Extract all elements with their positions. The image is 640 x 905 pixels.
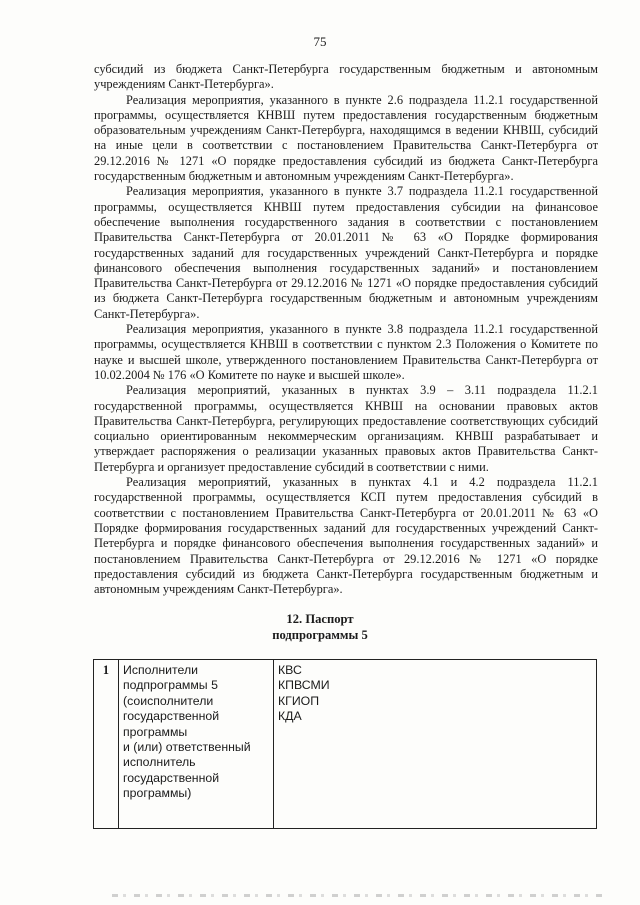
label-line: и (или) ответственный — [123, 740, 251, 755]
page-number: 75 — [313, 34, 327, 49]
row-label — [119, 660, 274, 829]
paragraph: Реализация мероприятия, указанного в пункте 2.6 подраздела 11.2.1 государственной программы, осуществляется КНВШ путем предоставления государственным бюджетным образовательным учреждениям Санкт-Петербурга, находящимся в ведении КНВШ, субсидий на иные цели в соответствии с постановлением Правительства Санкт-Петербурга от 29.12.2016 № 1271 «О порядке предоставления субсидий из бюджета Санкт-Петербурга государственным бюджетным и автономным учреждениям Санкт-Петербурга». — [94, 92, 598, 184]
value-line: КПВСМИ — [278, 678, 330, 693]
table-row — [94, 660, 597, 829]
value-line: КДА — [278, 709, 302, 724]
label-line: программы) — [123, 786, 192, 801]
label-line: государственной — [123, 770, 220, 785]
label-line: государственной — [123, 709, 220, 724]
section-heading — [0, 611, 640, 643]
passport-table — [93, 659, 597, 829]
label-line: программы — [123, 724, 188, 739]
paragraph: Реализация мероприятий, указанных в пунктах 3.9 – 3.11 подраздела 11.2.1 государственной программы, осуществляется КНВШ на основании правовых актов Правительства Санкт-Петербурга, регулирующих предоставление соответствующих субсидий социально ориентированным некоммерческим организациям. КНВШ разрабатывает и утверждает распоряжения о реализации указанных правовых актов Правительства Санкт-Петербурга и организует предоставление субсидий в соответствии с ними. — [94, 383, 598, 474]
section-title: 12. Паспорт — [286, 612, 354, 626]
body-text — [94, 62, 598, 597]
label-line: Исполнители — [123, 663, 199, 677]
scan-artifact — [112, 894, 602, 897]
label-line: (соисполнители — [123, 693, 214, 708]
value-line: КГИОП — [278, 693, 320, 708]
section-subtitle: подпрограммы 5 — [272, 628, 368, 642]
row-number: 1 — [94, 660, 119, 829]
row-value — [274, 660, 597, 829]
paragraph: субсидий из бюджета Санкт-Петербурга государственным бюджетным и автономным учреждениям Санкт-Петербурга». — [94, 62, 598, 92]
paragraph: Реализация мероприятий, указанных в пунктах 4.1 и 4.2 подраздела 11.2.1 государственной программы, осуществляется КСП путем предоставления субсидий в соответствии с постановлением Правительства Санкт-Петербурга от 20.01.2011 № 63 «О Порядке формирования государственных заданий для государственных учреждений Санкт-Петербурга и порядке финансового обеспечения выполнения государственных заданий» и постановлением Правительства Санкт-Петербурга от 29.12.2016 № 1271 «О порядке предоставления субсидий из бюджета Санкт-Петербурга государственным бюджетным и автономным учреждениям Санкт-Петербурга». — [94, 475, 598, 597]
value-line: КВС — [278, 663, 302, 677]
label-line: исполнитель — [123, 755, 196, 770]
label-line: подпрограммы 5 — [123, 678, 218, 693]
paragraph: Реализация мероприятия, указанного в пункте 3.7 подраздела 11.2.1 государственной программы, осуществляется КНВШ путем предоставления субсидии на финансовое обеспечение выполнения государственного задания в соответствии с постановлением Правительства Санкт-Петербурга от 20.01.2011 № 63 «О Порядке формирования государственных заданий для государственных учреждений Санкт-Петербурга и порядке финансового обеспечения выполнения государственных заданий» и постановлением Правительства Санкт-Петербурга от 29.12.2016 № 1271 «О порядке предоставления субсидий из бюджета Санкт-Петербурга государственным бюджетным и автономным учреждениям Санкт-Петербурга». — [94, 184, 598, 321]
paragraph: Реализация мероприятия, указанного в пункте 3.8 подраздела 11.2.1 государственной программы, осуществляется КНВШ в соответствии с пунктом 2.3 Положения о Комитете по науке и высшей школе, утвержденного постановлением Правительства Санкт-Петербурга от 10.02.2004 № 176 «О Комитете по науке и высшей школе». — [94, 322, 598, 382]
